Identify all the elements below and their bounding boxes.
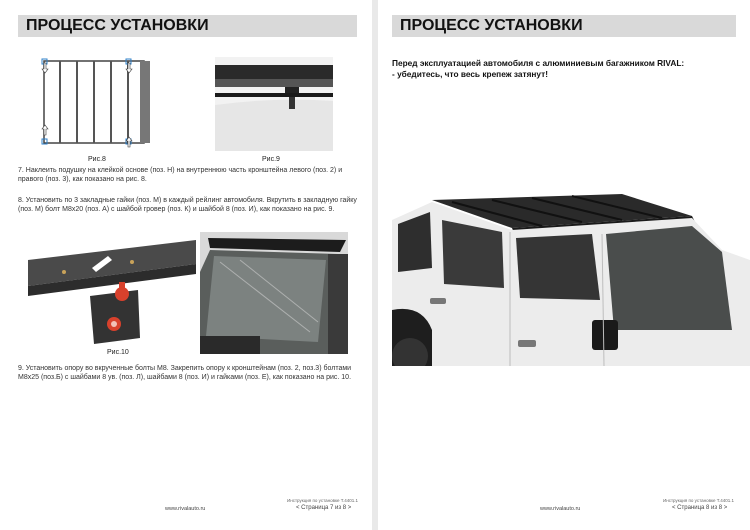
page-title: ПРОЦЕСС УСТАНОВКИ [18, 15, 357, 37]
page-7 [0, 0, 372, 530]
figure-8-caption: Рис.8 [88, 156, 106, 163]
footer-doc-ref: Инструкция по установке Т.4401.1 [663, 498, 735, 503]
step-8-text: 8. Установить по 3 закладные гайки (поз. М) в каждый рейлинг автомобиля. Вкрутить в закладную гайку (поз. М) болт М8х20 (поз. А) с шайбой гровер (поз. К) и шайбой 8 (поз. И), как показано на рис. 9. [18, 197, 357, 213]
step-9-text: 9. Установить опору во вкрученные болты М8. Закрепить опору к кронштейнам (поз. 2, поз.3) болтами М8х25 (поз.Б) с шайбами 8 ув. (поз. Л), шайбами 8 (поз. И) и гайками (поз. Е), как показано на рис. 10. [18, 365, 352, 381]
figure-9-caption: Рис.9 [262, 156, 280, 163]
footer-page-number: < Страница 8 из 8 > [672, 505, 728, 511]
car-roof-rack-photo [392, 180, 750, 366]
footer-url: www.rivalauto.ru [540, 506, 581, 512]
figure-9-rail-photo [215, 57, 333, 151]
page-8 [378, 0, 750, 530]
footer-doc-ref: Инструкция по установке Т.4401.1 [287, 498, 359, 503]
warning-line-1: Перед эксплуатацией автомобиля с алюминиевым багажником RIVAL: [392, 58, 685, 68]
figure-10-caption: Рис.10 [107, 349, 129, 356]
step-7-text: 7. Наклеить подушку на клейкой основе (поз. Н) на внутреннюю часть кронштейна левого (поз. 2) и правого (поз. 3), как показано на рис. 8. [18, 167, 343, 183]
figure-10-windshield-photo [200, 232, 348, 354]
warning-text [392, 58, 742, 80]
footer-url: www.rivalauto.ru [165, 506, 206, 512]
warning-line-2: - убедитесь, что весь крепеж затянут! [392, 69, 548, 79]
footer-page-number: < Страница 7 из 8 > [296, 505, 352, 511]
page-title: ПРОЦЕСС УСТАНОВКИ [392, 15, 736, 37]
figure-8-frame-diagram [40, 55, 162, 155]
figure-10-bracket-render [28, 238, 196, 346]
